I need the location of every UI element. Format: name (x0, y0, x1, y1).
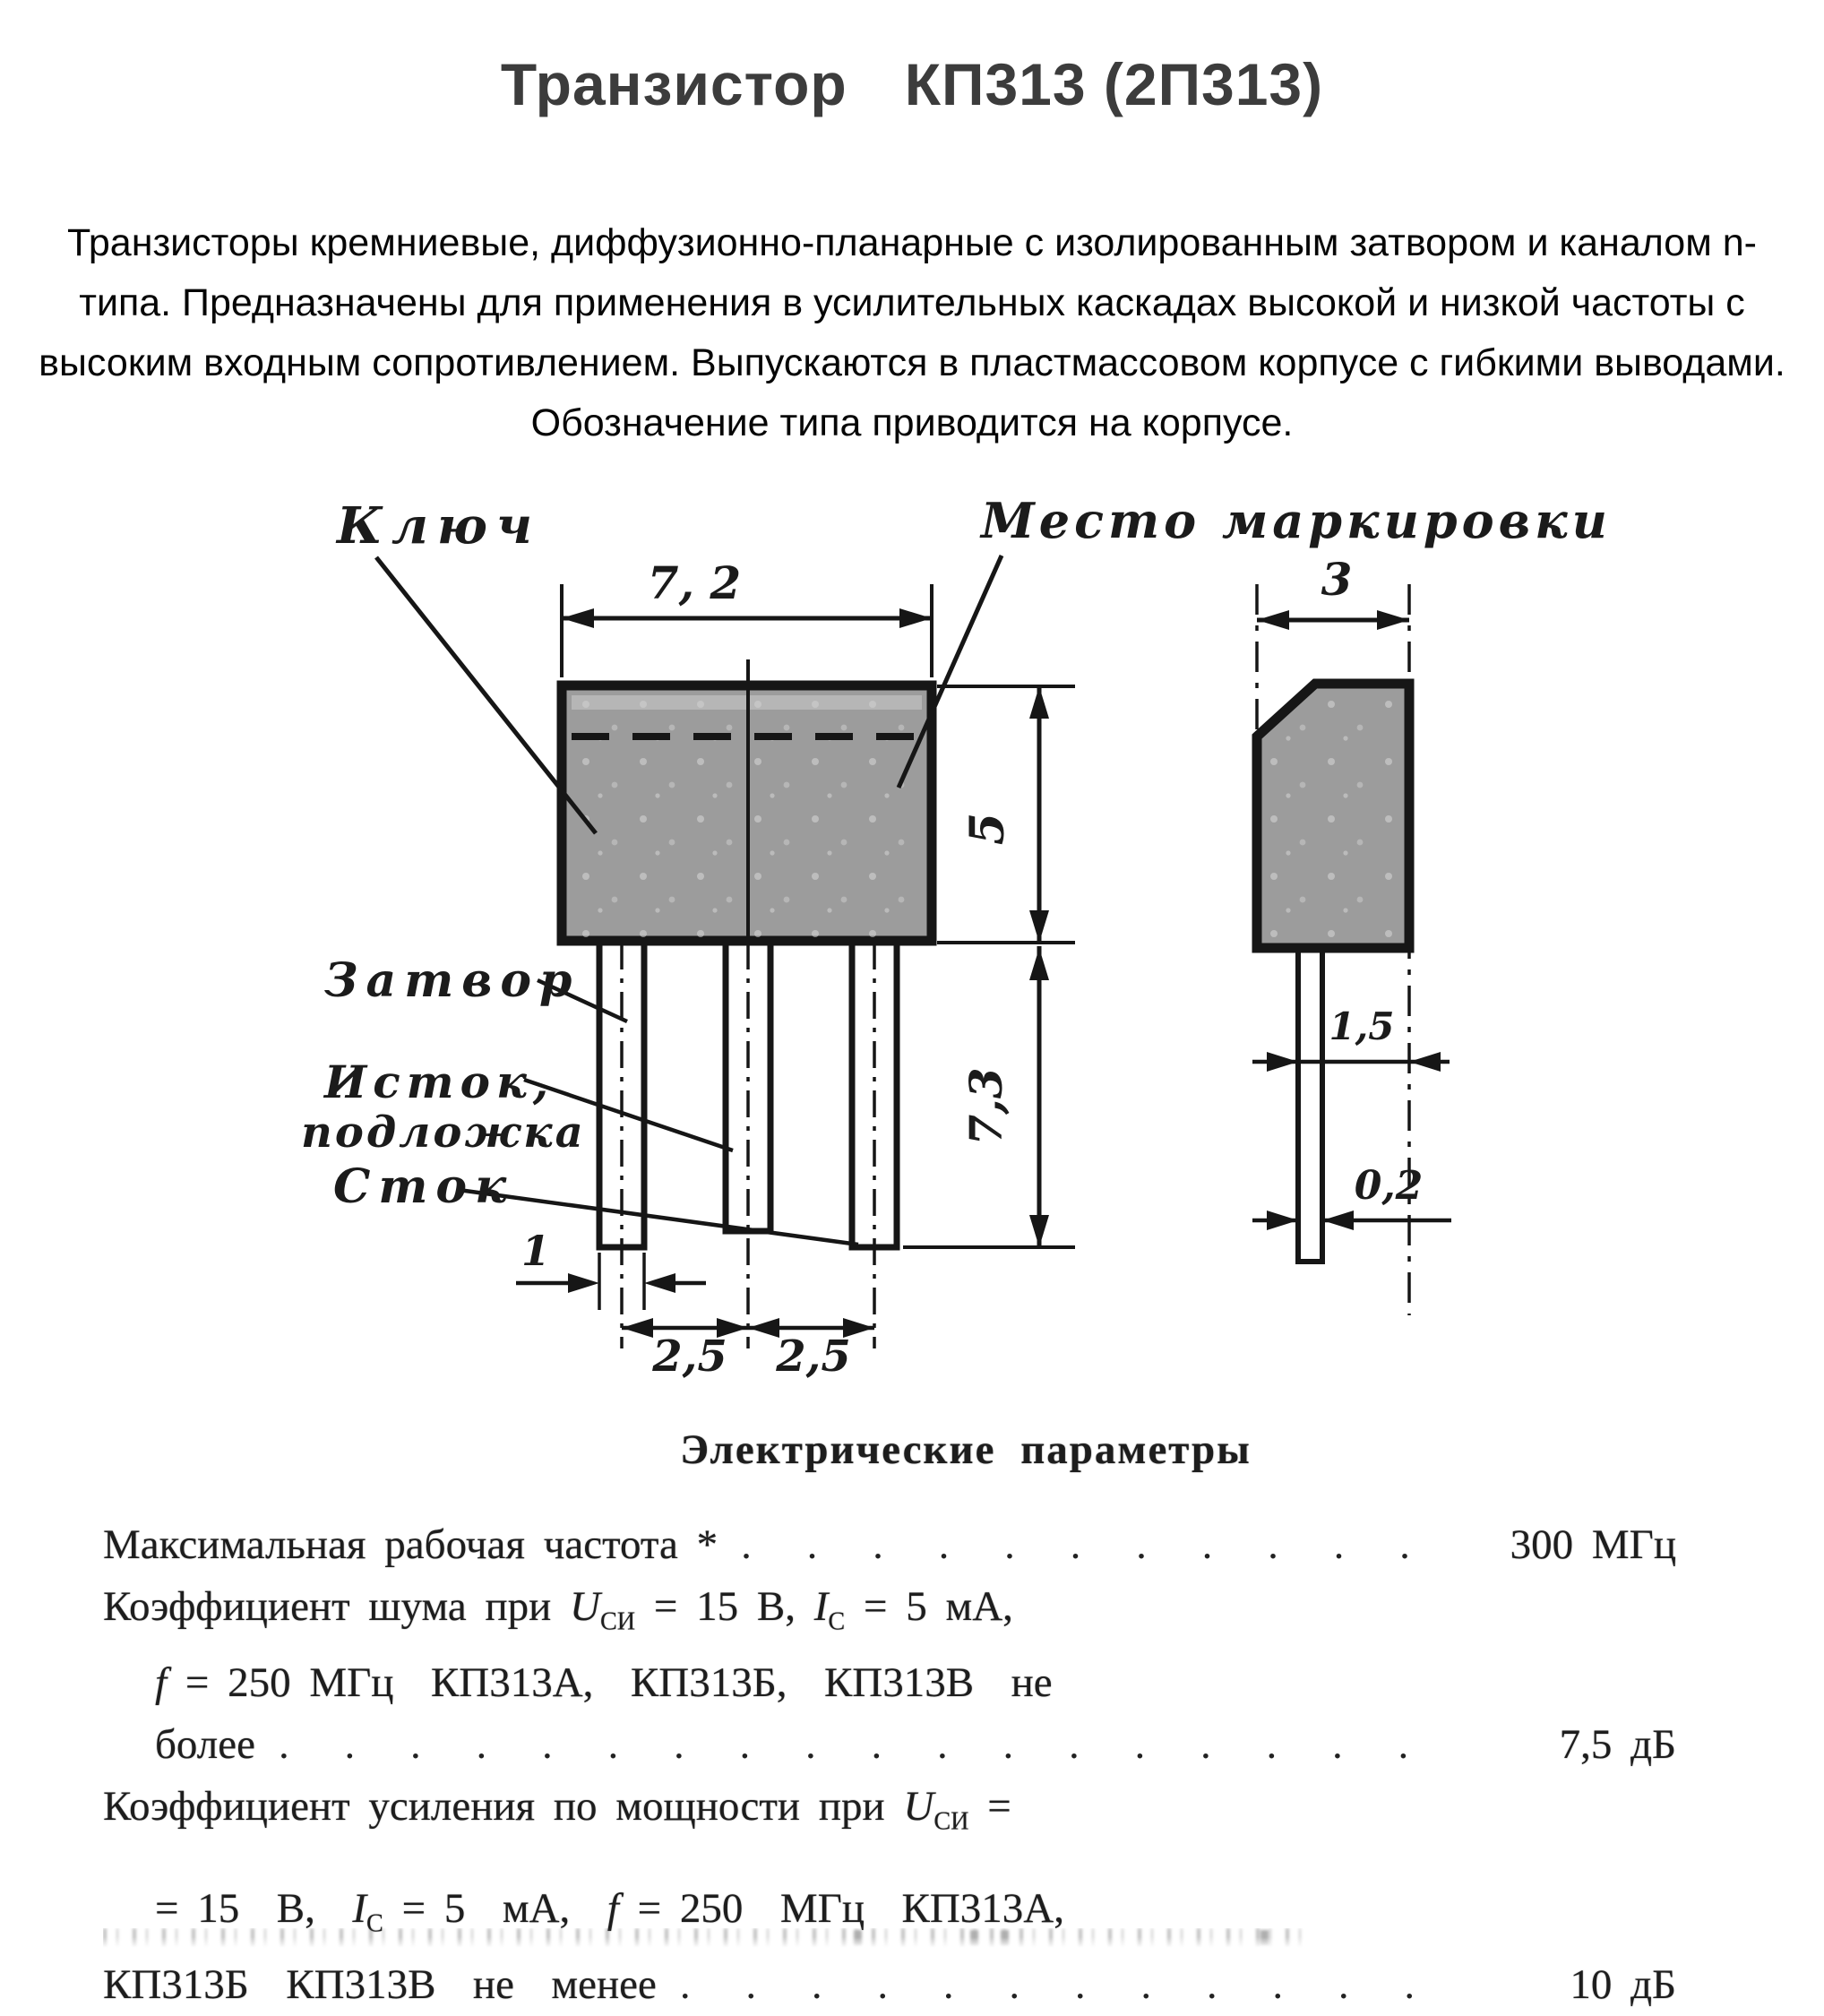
dim-lead-thickness: 0,2 (1354, 1163, 1424, 1209)
label-source-line2: подложка (301, 1107, 586, 1158)
leader-marking (899, 556, 1002, 788)
parameter-line (103, 1576, 1676, 1652)
page-title-part1: Транзистор (500, 51, 847, 117)
ink-speck (1260, 1930, 1269, 1946)
ink-speck (854, 1930, 862, 1946)
parameter-text: КП313Б КП313В не менее (103, 1961, 657, 2009)
parameter-text: = 15 В, $I_С = 5$ мА, f = 250 МГц КП313А, (155, 1884, 1064, 1938)
leader-dots (741, 1514, 1417, 1576)
leader-drain (459, 1190, 858, 1245)
parameter-text: f = 250 МГц КП313А, КП313Б, КП313В не (155, 1659, 1053, 1707)
parameter-value: 10 дБ (1570, 1961, 1676, 2009)
dim-pitch-right: 2,5 (776, 1331, 851, 1382)
parameter-line (103, 1652, 1676, 1714)
label-marking: Место маркировки (981, 492, 1612, 549)
parameter-text: более (155, 1721, 255, 1769)
parameter-line (103, 1514, 1676, 1576)
leader-dots (279, 1714, 1417, 1776)
lead-side (1298, 948, 1322, 1262)
parameter-text: Коэффициент шума при $U_{СИ} = 15$ В, $I_С = 5$ мА, (103, 1583, 1013, 1636)
dim-lead-width: 1 (521, 1227, 551, 1275)
dim-lead-length: 7,3 (959, 1067, 1012, 1146)
label-source-line1: Исток, (324, 1055, 555, 1108)
page-title-part2: КП313 (2П313) (904, 51, 1324, 117)
parameters-heading: Электрические параметры (680, 1426, 1252, 1473)
dim-body-height: 5 (960, 812, 1015, 846)
description-paragraph (25, 213, 1799, 453)
ink-speck (970, 1930, 978, 1946)
dim-body-width: 7, 2 (647, 556, 742, 609)
leader-dots (680, 1954, 1417, 2016)
description-line: Обозначение типа приводится на корпусе. (530, 401, 1294, 444)
parameter-value: 300 МГц (1510, 1521, 1676, 1568)
parameter-text: Максимальная рабочая частота * (103, 1521, 718, 1568)
label-drain: Сток (333, 1159, 515, 1214)
parameter-value: 7,5 дБ (1559, 1721, 1676, 1769)
description-line: высоким входным сопротивлением. Выпускаются в пластмассовом корпусе с гибкими выводами. (39, 341, 1785, 384)
electrical-parameters-section (103, 1423, 1676, 2016)
description-line: Транзисторы кремниевые, диффузионно-планарные с изолированным затвором и каналом n- (67, 221, 1757, 264)
parameter-line (103, 1776, 1676, 1852)
package-drawing (0, 466, 1824, 1429)
label-gate: Затвор (324, 953, 581, 1008)
dim-body-depth: 3 (1321, 553, 1353, 606)
parameter-line (103, 1714, 1676, 1776)
ink-speck (1001, 1930, 1009, 1946)
faint-ghost-line (103, 1928, 1308, 1948)
page-title (0, 50, 1824, 118)
description-line: типа. Предназначены для применения в усилительных каскадах высокой и низкой частоты с (79, 281, 1745, 324)
dim-pitch-left: 2,5 (652, 1331, 727, 1382)
lead-source (726, 943, 770, 1231)
parameter-text: Коэффициент усиления по мощности при $U_{СИ}$ = (103, 1783, 1011, 1836)
label-key: Ключ (337, 496, 542, 556)
dim-seat-width: 1,5 (1329, 1004, 1395, 1048)
parameter-line (103, 1954, 1676, 2016)
